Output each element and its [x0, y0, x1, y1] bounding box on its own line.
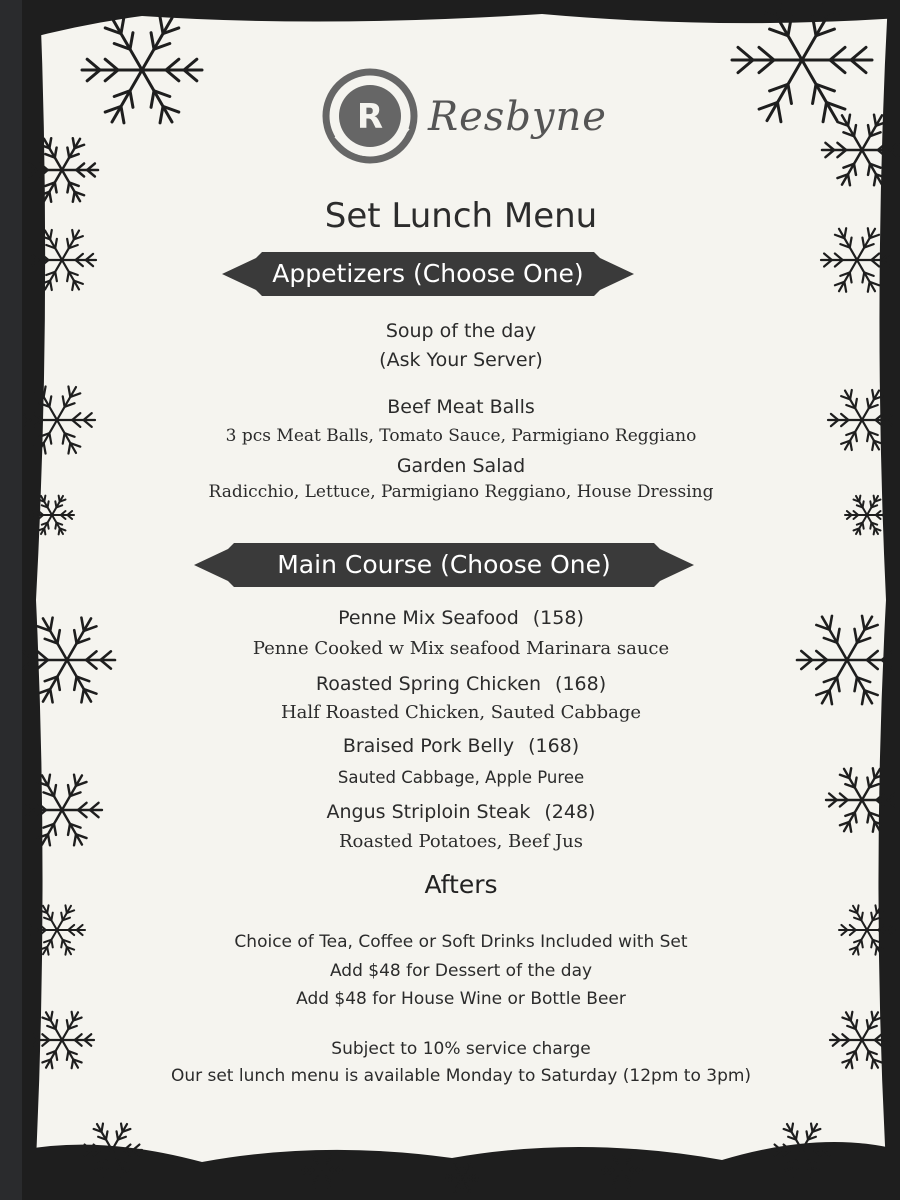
availability-note: Our set lunch menu is available Monday to Saturday (12pm to 3pm) [170, 1066, 752, 1086]
logo-emblem-icon [320, 66, 420, 166]
dish-name: Roasted Spring Chicken [315, 673, 542, 695]
appetizer-description: 3 pcs Meat Balls, Tomato Sauce, Parmigiano Reggiano [225, 426, 697, 446]
dish-price: (248) [544, 801, 596, 823]
dish-price: (158) [532, 607, 584, 629]
brand-logo [320, 66, 620, 166]
main-course-banner [194, 543, 694, 587]
appetizer-name: Beef Meat Balls [387, 396, 535, 418]
snowflake-border [22, 0, 900, 1200]
appetizer-description: Radicchio, Lettuce, Parmigiano Reggiano, House Dressing [208, 482, 714, 502]
main-course-item [22, 801, 900, 823]
afters-line: Add $48 for Dessert of the day [329, 961, 593, 981]
logo-letter: R [356, 97, 384, 137]
appetizers-banner [222, 252, 634, 296]
menu-card [22, 0, 900, 1200]
brand-name: Resbyne [428, 94, 607, 140]
dish-name: Braised Pork Belly [342, 735, 515, 757]
dish-name: Angus Striploin Steak [326, 801, 531, 823]
main-course-item [22, 607, 900, 629]
dish-description: Penne Cooked w Mix seafood Marinara sauce [252, 638, 670, 659]
appetizer-description: (Ask Your Server) [379, 349, 543, 371]
afters-line: Choice of Tea, Coffee or Soft Drinks Included with Set [234, 932, 688, 952]
main-course-item [22, 673, 900, 695]
afters-line: Add $48 for House Wine or Bottle Beer [296, 989, 626, 1009]
main-course-heading: Main Course (Choose One) [277, 550, 611, 579]
service-charge-note: Subject to 10% service charge [331, 1039, 591, 1059]
dish-name: Penne Mix Seafood [338, 607, 519, 629]
appetizer-name: Garden Salad [396, 455, 526, 477]
appetizer-name: Soup of the day [385, 320, 537, 342]
appetizers-heading: Appetizers (Choose One) [272, 259, 584, 288]
dish-description: Roasted Potatoes, Beef Jus [338, 831, 584, 852]
dish-description: Sauted Cabbage, Apple Puree [337, 768, 585, 787]
snowflake-icon [82, 17, 202, 123]
menu-title: Set Lunch Menu [324, 196, 598, 236]
dish-price: (168) [555, 673, 607, 695]
main-course-item [22, 735, 900, 757]
dish-price: (168) [528, 735, 580, 757]
dish-description: Half Roasted Chicken, Sauted Cabbage [280, 702, 642, 723]
afters-heading: Afters [424, 870, 498, 899]
